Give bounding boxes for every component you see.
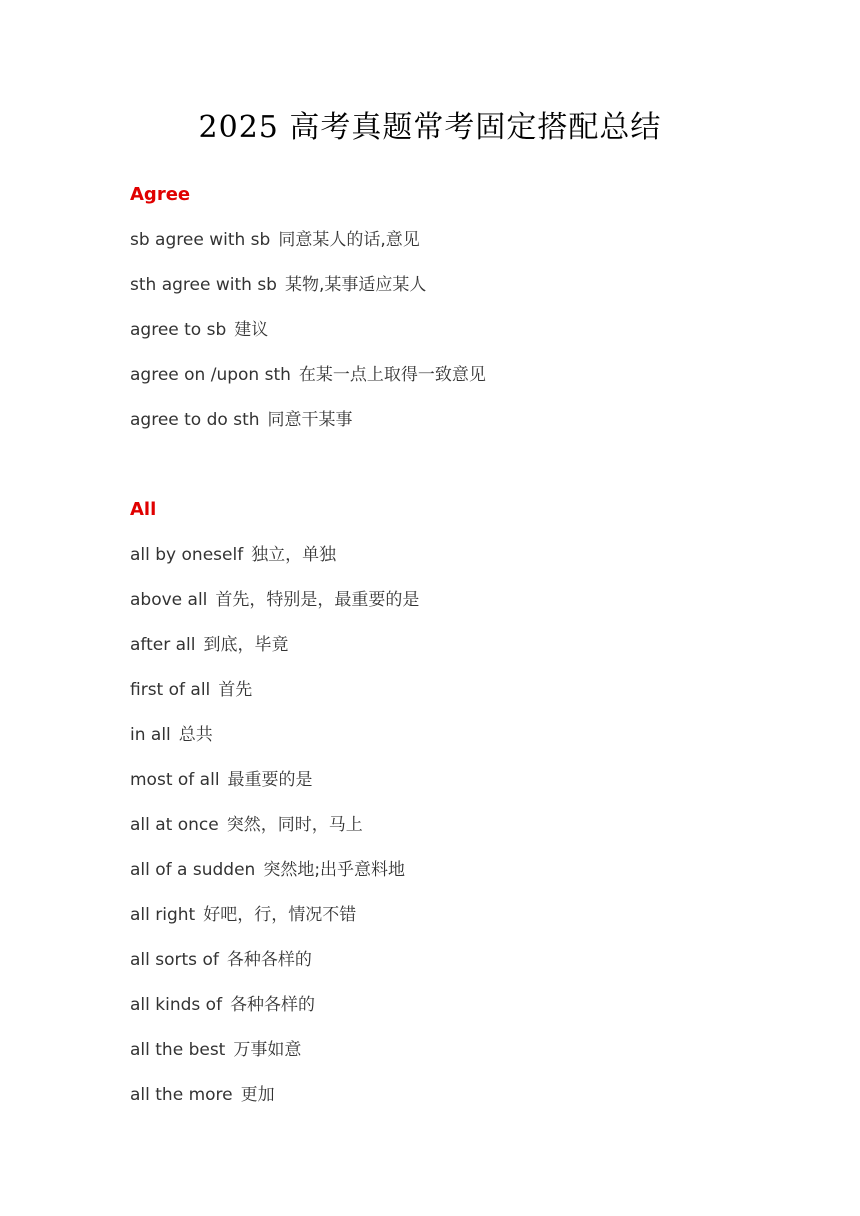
phrase-zh: 独立，单独 [251,545,337,565]
phrase-en: after all [130,635,196,655]
phrase-entry [130,272,486,317]
phrase-entry [130,992,419,1037]
phrase-zh: 最重要的是 [227,770,313,790]
phrase-entry [130,587,419,632]
phrase-zh: 在某一点上取得一致意见 [298,365,486,385]
phrase-entry [130,542,419,587]
phrase-zh: 首先，特别是，最重要的是 [215,590,420,610]
phrase-entry [130,857,419,902]
phrase-entry [130,362,486,407]
phrase-en: agree to do sth [130,410,260,430]
phrase-en: in all [130,725,171,745]
phrase-entry [130,722,419,767]
phrase-en: first of all [130,680,211,700]
section-heading: Agree [130,184,191,205]
phrase-en: all the more [130,1085,233,1105]
phrase-en: all right [130,905,196,925]
phrase-zh: 各种各样的 [226,950,312,970]
phrase-en: above all [130,590,208,610]
section-all [130,497,419,1127]
phrase-en: sth agree with sb [130,275,277,295]
phrase-zh: 更加 [240,1085,275,1105]
phrase-zh: 同意干某事 [267,410,353,430]
phrase-zh: 好吧，行，情况不错 [203,905,357,925]
phrase-entry [130,1037,419,1082]
phrase-entry [130,227,486,272]
phrase-en: agree to sb [130,320,227,340]
phrase-entry [130,947,419,992]
phrase-entry [130,902,419,947]
phrase-en: sb agree with sb [130,230,271,250]
phrase-entry [130,1082,419,1127]
phrase-en: agree on /upon sth [130,365,291,385]
phrase-zh: 首先 [218,680,253,700]
phrase-en: all kinds of [130,995,223,1015]
section-heading: All [130,499,157,520]
phrase-zh: 总共 [178,725,213,745]
phrase-zh: 建议 [234,320,269,340]
phrase-en: most of all [130,770,220,790]
phrase-entry [130,677,419,722]
phrase-zh: 到底，毕竟 [203,635,289,655]
section-agree [130,182,486,452]
phrase-zh: 某物,某事适应某人 [284,275,427,295]
phrase-zh: 万事如意 [233,1040,302,1060]
phrase-entry [130,812,419,857]
phrase-en: all sorts of [130,950,219,970]
phrase-en: all the best [130,1040,226,1060]
page-title: 2025 高考真题常考固定搭配总结 [198,110,662,145]
phrase-zh: 突然地;出乎意料地 [263,860,406,880]
phrase-zh: 同意某人的话,意见 [278,230,420,250]
phrase-entry [130,317,486,362]
phrase-zh: 突然，同时，马上 [226,815,363,835]
phrase-en: all by oneself [130,545,244,565]
phrase-entry [130,767,419,812]
phrase-zh: 各种各样的 [230,995,316,1015]
phrase-en: all at once [130,815,219,835]
phrase-en: all of a sudden [130,860,256,880]
phrase-entry [130,632,419,677]
phrase-entry [130,407,486,452]
